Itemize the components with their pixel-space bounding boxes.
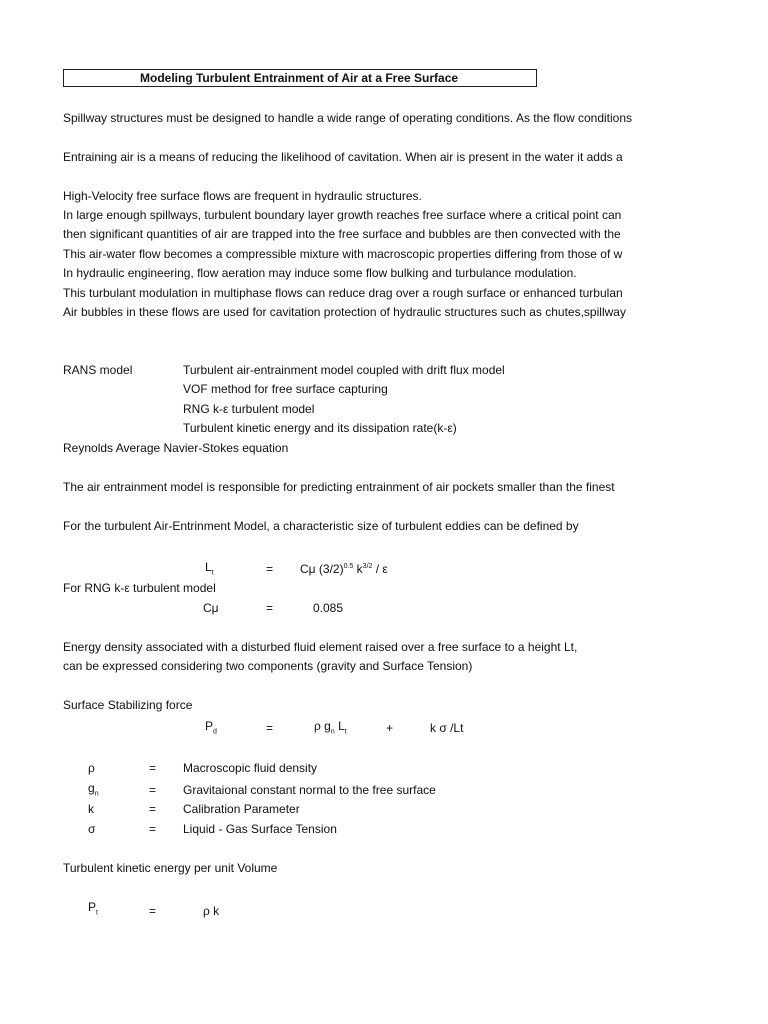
def-description: Liquid - Gas Surface Tension — [183, 822, 337, 836]
def-description: Gravitaional constant normal to the free surface — [183, 783, 436, 797]
eq-lt-rhs: Cμ $(3/2)^{0.5}$ $k^{3/2}$ / ε — [300, 562, 388, 576]
rans-label: RANS model — [63, 363, 133, 377]
eq-pd-lhs: $P_d$ — [205, 719, 217, 736]
air-model-text: The air entrainment model is responsible for predicting entrainment of air pockets smaller than the finest — [63, 480, 615, 494]
paragraph-line: High-Velocity free surface flows are frequent in hydraulic structures. — [63, 189, 422, 203]
def-symbol: ρ — [88, 761, 95, 775]
def-equals: = — [149, 822, 157, 836]
energy-text: can be expressed considering two components (gravity and Surface Tension) — [63, 659, 473, 673]
paragraph-line: In hydraulic engineering, flow aeration may induce some flow bulking and turbulance modulation. — [63, 266, 577, 280]
energy-text: Energy density associated with a disturbed fluid element raised over a free surface to a height Lt, — [63, 640, 578, 654]
eq-pd-equals: = — [266, 721, 274, 735]
def-symbol: k — [88, 802, 94, 816]
stabilizing-label: Surface Stabilizing force — [63, 698, 193, 712]
def-symbol: $g_n$ — [88, 781, 99, 798]
tke-label: Turbulent kinetic energy per unit Volume — [63, 861, 278, 875]
eq-pt-lhs: $P_t$ — [88, 900, 98, 917]
rng-label: For RNG k-ε turbulent model — [63, 581, 216, 595]
def-equals: = — [149, 802, 157, 816]
paragraph-line: Air bubbles in these flows are used for cavitation protection of hydraulic structures such as chutes,spillway — [63, 305, 626, 319]
eq-cmu-lhs: Cμ — [203, 601, 219, 615]
def-description: Macroscopic fluid density — [183, 761, 318, 775]
rans-footnote: Reynolds Average Navier-Stokes equation — [63, 441, 289, 455]
entrinment-text: For the turbulent Air-Entrinment Model, a characteristic size of turbulent eddies can be defined by — [63, 519, 579, 533]
paragraph-line: This air-water flow becomes a compressible mixture with macroscopic properties differing from those of w — [63, 247, 623, 261]
rans-item: Turbulent kinetic energy and its dissipation rate(k-ε) — [183, 421, 457, 435]
intro-line: Entraining air is a means of reducing the likelihood of cavitation. When air is present in the water it adds a — [63, 150, 623, 164]
intro-line: Spillway structures must be designed to handle a wide range of operating conditions. As the flow conditions — [63, 111, 633, 125]
eq-pd-term2: k σ /Lt — [430, 721, 464, 735]
def-equals: = — [149, 761, 157, 775]
paragraph-line: This turbulant modulation in multiphase flows can reduce drag over a rough surface or enhanced turbulan — [63, 286, 623, 300]
def-equals: = — [149, 783, 157, 797]
rans-item: RNG k-ε turbulent model — [183, 402, 315, 416]
eq-pd-plus: + — [386, 721, 394, 735]
paragraph-line: then significant quantities of air are trapped into the free surface and bubbles are then convected with the — [63, 227, 621, 241]
eq-pt-rhs: ρ k — [203, 904, 220, 918]
eq-cmu-equals: = — [266, 601, 274, 615]
rans-item: Turbulent air-entrainment model coupled with drift flux model — [183, 363, 505, 377]
paragraph-line: In large enough spillways, turbulent boundary layer growth reaches free surface where a critical point can — [63, 208, 622, 222]
eq-pt-equals: = — [149, 904, 157, 918]
def-symbol: σ — [88, 822, 96, 836]
eq-pd-term1: ρ $g_n$ $L_t$ — [314, 719, 347, 736]
page-title: Modeling Turbulent Entrainment of Air at a Free Surface — [140, 71, 459, 85]
eq-lt-equals: = — [266, 562, 274, 576]
eq-cmu-value: 0.085 — [313, 601, 344, 615]
eq-lt-lhs: $L_t$ — [205, 560, 214, 577]
rans-item: VOF method for free surface capturing — [183, 382, 388, 396]
def-description: Calibration Parameter — [183, 802, 300, 816]
